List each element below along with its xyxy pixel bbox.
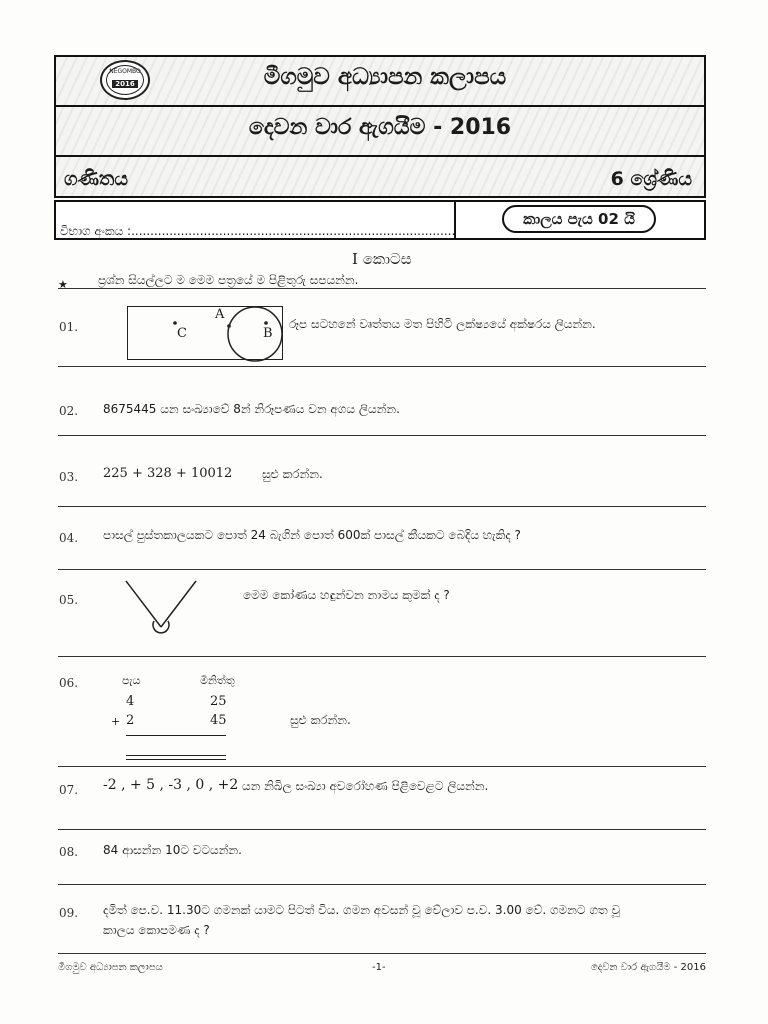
question-number: 04. — [59, 531, 79, 545]
math-expression: 225 + 328 + 10012 — [103, 466, 233, 481]
answer-line — [58, 656, 706, 657]
grade-label: 6 ශ්‍රේණිය — [610, 168, 692, 190]
hours-value: 2 — [126, 713, 135, 728]
question-text: මෙම කෝණය හඳුන්වන නාමය කුමක් ද ? — [243, 588, 450, 602]
question-text: 8675445 යන සංඛ්‍යාවේ 8න් නිරූපණය වන අගය ලියන්න. — [103, 402, 400, 416]
answer-line — [58, 953, 706, 954]
minutes-value: 25 — [210, 694, 227, 709]
subject-name: ගණිතය — [64, 168, 129, 190]
answer-double-line — [126, 755, 226, 756]
question-number: 08. — [59, 845, 79, 859]
minutes-value: 45 — [210, 713, 227, 728]
logo-year: 2016 — [112, 80, 138, 88]
question-text: පාසල් පුස්තකාලයකට පොත් 24 බැගින් පොත් 600ක් පාසල් කීයකට බෙදිය හැකිද ? — [103, 528, 521, 542]
header-divider — [54, 105, 706, 107]
instructions: ප්‍රශ්න සියල්ලට ම මෙම පත්‍රයේ ම පිළිතුරු සපයන්න. — [98, 273, 359, 287]
question-number: 06. — [59, 676, 79, 690]
zone-logo — [100, 60, 150, 100]
exam-title: දෙවන වාර ඇගයීම - 2016 — [248, 115, 512, 140]
page-number: -1- — [372, 962, 386, 973]
column-header-hours: පැය — [122, 674, 141, 687]
star-icon: ★ — [58, 278, 68, 291]
time-allowed: කාලය පැය 02 යි — [502, 205, 656, 233]
angle-diagram — [120, 575, 210, 645]
question-number: 02. — [59, 404, 79, 418]
footer-exam: දෙවන වාර ඇගයීම - 2016 — [590, 962, 706, 973]
answer-line — [58, 366, 706, 367]
answer-line — [58, 884, 706, 885]
question-number: 03. — [59, 470, 79, 484]
answer-line — [58, 766, 706, 767]
footer-zone: මීගමුව අධ්‍යාපන කලාපය — [58, 962, 163, 973]
column-header-minutes: මිනිත්තු — [200, 674, 235, 687]
answer-double-line — [126, 759, 226, 760]
question-text: යන නිඛිල සංඛ්‍යා අවරෝහණ පිළිවෙළට ලියන්න. — [242, 779, 489, 793]
hours-value: 4 — [126, 694, 135, 709]
question-text: රූප සටහනේ වෘත්තය මත පිහිටි ලක්ෂ්‍යයේ අක්ෂරය ලියන්න. — [289, 317, 596, 331]
integer-list: -2 , + 5 , -3 , 0 , +2 — [103, 777, 239, 793]
question-number: 07. — [59, 783, 79, 797]
question-number: 09. — [59, 906, 79, 920]
question-text: සුළු කරන්න. — [290, 713, 351, 727]
answer-line — [58, 506, 706, 507]
section-title: I කොටස — [352, 250, 412, 268]
point-label-a: A — [215, 307, 225, 322]
logo-top-text: NEGOMBO — [109, 68, 141, 75]
sum-line — [126, 735, 226, 736]
question-text: දමිත් පෙ.ව. 11.30ට ගමනක් යාමට පිටත් විය. ගමන අවසන් වූ වේලාව ප.ව. 3.00 වේ. ගමනට ගත වූ — [103, 903, 621, 917]
answer-line — [58, 435, 706, 436]
question-text: සුළු කරන්න. — [262, 467, 323, 481]
question-number: 05. — [59, 593, 79, 607]
answer-line — [58, 288, 706, 289]
header-divider — [54, 155, 706, 157]
point-label-b: B — [263, 326, 273, 341]
point-label-c: C — [177, 326, 187, 341]
answer-line — [58, 569, 706, 570]
index-number-field[interactable]: විභාග අංකය :..................................................................................... — [60, 224, 456, 238]
question-number: 01. — [59, 320, 79, 334]
plus-sign: + — [111, 715, 121, 728]
question-text: කාලය කොපමණ ද ? — [103, 923, 210, 937]
answer-line — [58, 829, 706, 830]
q1-circle-diagram — [225, 304, 285, 364]
zone-title: මීගමුව අධ්‍යාපන කලාපය — [263, 64, 507, 90]
question-text: 84 ආසන්න 10ට වටයන්න. — [103, 843, 242, 857]
